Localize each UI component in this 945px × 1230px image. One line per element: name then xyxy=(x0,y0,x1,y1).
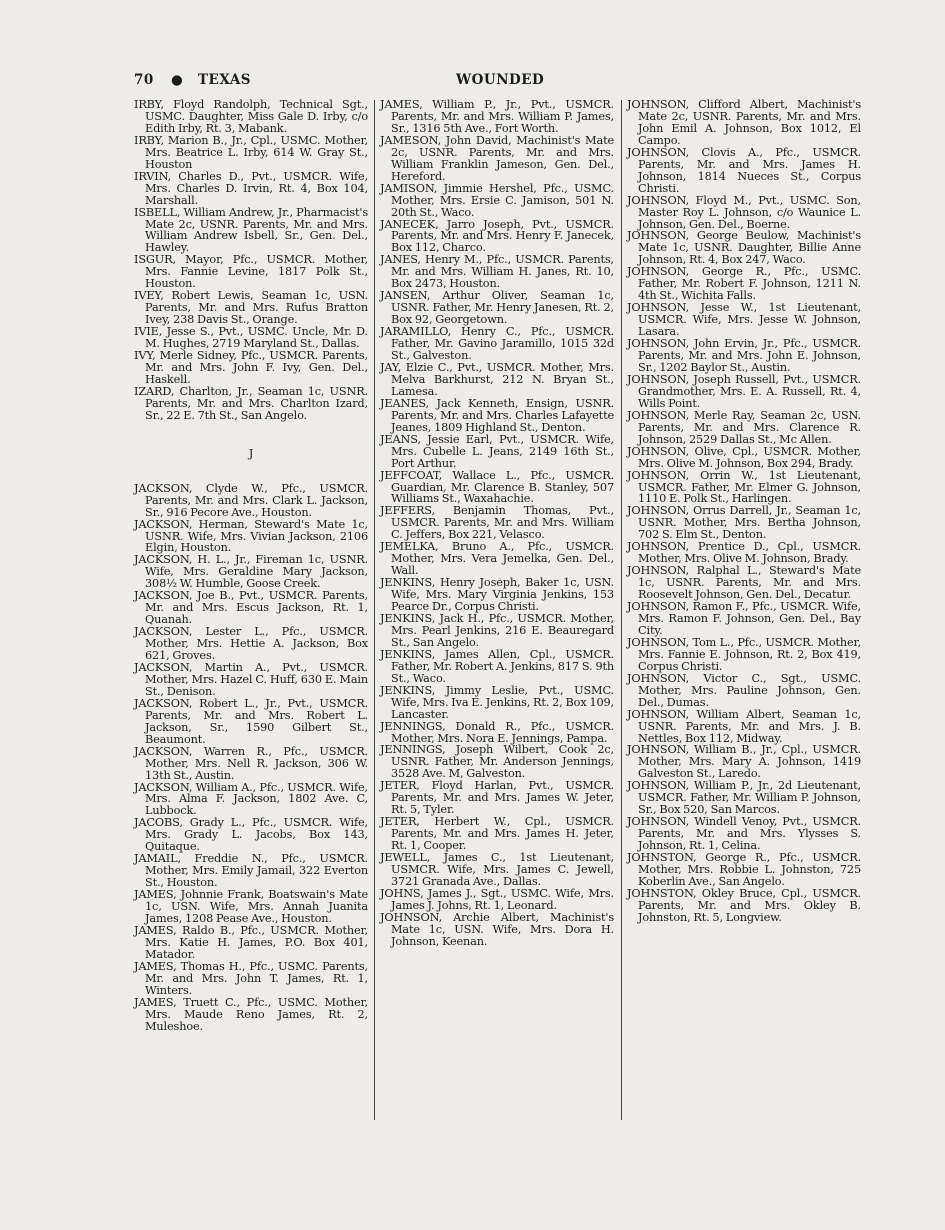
list-entry: JEANES, Jack Kenneth, Ensign, USNR. Parents, Mr. and Mrs. Charles Lafayette Jeanes, 1809 Highland St., Denton. xyxy=(380,396,614,434)
header-title: WOUNDED xyxy=(456,72,545,88)
list-entry: JENKINS, James Allen, Cpl., USMCR. Father, Mr. Robert A. Jenkins, 817 S. 9th St., Waco. xyxy=(380,647,614,685)
list-entry: JAMES, Johnnie Frank, Boatswain's Mate 1c, USN. Wife, Mrs. Annah Juanita James, 1208 Pease Ave., Houston. xyxy=(134,888,368,925)
column-3-entries xyxy=(627,99,861,924)
column-2-entries xyxy=(380,99,614,948)
list-entry: JEFFERS, Benjamin Thomas, Pvt., USMCR. Parents, Mr. and Mrs. William C. Jeffers, Box 221, Velasco. xyxy=(380,504,614,542)
list-entry: JAMISON, Jimmie Hershel, Pfc., USMC. Mother, Mrs. Ersie C. Jamison, 501 N. 20th St., Waco. xyxy=(380,181,614,219)
list-entry: JOHNSON, Victor C., Sgt., USMC. Mother, Mrs. Pauline Johnson, Gen. Del., Dumas. xyxy=(627,671,861,709)
list-entry: JAMES, William P., Jr., Pvt., USMCR. Parents, Mr. and Mrs. William P. James, Sr., 1316 5th Ave., Fort Worth. xyxy=(380,98,614,135)
list-entry: JACKSON, William A., Pfc., USMCR. Wife, Mrs. Alma F. Jackson, 1802 Ave. C, Lubbock. xyxy=(134,780,368,818)
list-entry: JACKSON, H. L., Jr., Fireman 1c, USNR. Wife, Mrs. Geraldine Mary Jackson, 308½ W. Humble, Goose Creek. xyxy=(134,553,368,591)
list-entry: ISBELL, William Andrew, Jr., Pharmacist's Mate 2c, USNR. Parents, Mr. and Mrs. William Andrew Isbell, Sr., Gen. Del., Hawley. xyxy=(134,205,368,255)
list-entry: JACKSON, Martin A., Pvt., USMCR. Mother, Mrs. Hazel C. Huff, 630 E. Main St., Denison. xyxy=(134,660,368,698)
list-entry: JOHNSON, William P., Jr., 2d Lieutenant, USMCR. Father, Mr. William P. Johnson, Sr., Box 520, San Marcos. xyxy=(627,779,861,817)
list-entry: JOHNSON, Joseph Russell, Pvt., USMCR. Grandmother, Mrs. E. A. Russell, Rt. 4, Wills Point. xyxy=(627,372,861,410)
list-entry: JARAMILLO, Henry C., Pfc., USMCR. Father, Mr. Gavino Jaramillo, 1015 32d St., Galveston. xyxy=(380,325,614,363)
list-entry: JACKSON, Clyde W., Pfc., USMCR. Parents, Mr. and Mrs. Clark L. Jackson, Sr., 916 Pecore Ave., Houston. xyxy=(134,481,368,519)
list-entry: JOHNSON, Ramon F., Pfc., USMCR. Wife, Mrs. Ramon F. Johnson, Gen. Del., Bay City. xyxy=(627,600,861,637)
column-divider xyxy=(621,100,622,1120)
column-3 xyxy=(627,99,861,924)
list-entry: JOHNSON, Merle Ray, Seaman 2c, USN. Parents, Mr. and Mrs. Clarence R. Johnson, 2529 Dallas St., Mc Allen. xyxy=(627,408,861,446)
list-entry: JANECEK, Jarro Joseph, Pvt., USMCR. Parents, Mr. and Mrs. Henry F. Janecek, Box 112, Charco. xyxy=(380,217,614,255)
list-entry: JAMES, Raldo B., Pfc., USMCR. Mother, Mrs. Katie H. James, P.O. Box 401, Matador. xyxy=(134,923,368,961)
list-entry: JACKSON, Joe B., Pvt., USMCR. Parents, Mr. and Mrs. Escus Jackson, Rt. 1, Quanah. xyxy=(134,589,368,627)
list-entry: JENNINGS, Donald R., Pfc., USMCR. Mother, Mrs. Nora E. Jennings, Pampa. xyxy=(380,719,614,745)
list-entry: JACKSON, Warren R., Pfc., USMCR. Mother, Mrs. Nell R. Jackson, 306 W. 13th St., Austin. xyxy=(134,744,368,782)
list-entry: IVY, Merle Sidney, Pfc., USMCR. Parents, Mr. and Mrs. John F. Ivy, Gen. Del., Haskell. xyxy=(134,349,368,386)
list-entry: JENKINS, Henry Joseph, Baker 1c, USN. Wife, Mrs. Mary Virginia Jenkins, 153 Pearce Dr., Corpus Christi. xyxy=(380,576,614,614)
list-entry: JAMAIL, Freddie N., Pfc., USMCR. Mother, Mrs. Emily Jamail, 322 Everton St., Houston. xyxy=(134,852,368,890)
list-entry: JEANS, Jessie Earl, Pvt., USMCR. Wife, Mrs. Cubelle L. Jeans, 2149 16th St., Port Arthur. xyxy=(380,432,614,470)
list-entry: JENKINS, Jack H., Pfc., USMCR. Mother, Mrs. Pearl Jenkins, 216 E. Beauregard St., San Angelo. xyxy=(380,611,614,649)
column-1-entries xyxy=(134,99,368,422)
list-entry: JOHNSON, Olive, Cpl., USMCR. Mother, Mrs. Olive M. Johnson, Box 294, Brady. xyxy=(627,444,861,470)
list-entry: IVEY, Robert Lewis, Seaman 1c, USN. Parents, Mr. and Mrs. Rufus Bratton Ivey, 238 Davis St., Orange. xyxy=(134,289,368,327)
list-entry: JOHNSON, Ralphal L., Steward's Mate 1c, USNR. Parents, Mr. and Mrs. Roosevelt Johnson, Gen. Del., Decatur. xyxy=(627,564,861,602)
list-entry: JEWELL, James C., 1st Lieutenant, USMCR. Wife, Mrs. James C. Jewell, 3721 Granada Ave., Dallas. xyxy=(380,851,614,888)
list-entry: IRBY, Marion B., Jr., Cpl., USMC. Mother, Mrs. Beatrice L. Irby, 614 W. Gray St., Houston xyxy=(134,133,368,171)
list-entry: JOHNSON, Floyd M., Pvt., USMC. Son, Master Roy L. Johnson, c/o Waunice L. Johnson, Gen. Del., Boerne. xyxy=(627,193,861,231)
column-2 xyxy=(380,99,614,948)
list-entry: JOHNSON, George R., Pfc., USMC. Father, Mr. Robert F. Johnson, 1211 N. 4th St., Wichita Falls. xyxy=(627,265,861,303)
header-bullet: ● xyxy=(171,72,184,88)
list-entry: JOHNSTON, Okley Bruce, Cpl., USMCR. Parents, Mr. and Mrs. Okley B. Johnston, Rt. 5, Longview. xyxy=(627,886,861,924)
list-entry: JACKSON, Lester L., Pfc., USMCR. Mother, Mrs. Hettie A. Jackson, Box 621, Groves. xyxy=(134,625,368,663)
list-entry: JOHNSON, Orrus Darrell, Jr., Seaman 1c, USNR. Mother, Mrs. Bertha Johnson, 702 S. Elm St., Denton. xyxy=(627,504,861,542)
column-divider xyxy=(374,100,375,1120)
section-letter: J xyxy=(248,445,254,460)
page-number: 70 xyxy=(134,72,154,88)
list-entry: JOHNSON, Clovis A., Pfc., USMCR. Parents, Mr. and Mrs. James H. Johnson, 1814 Nueces St., Corpus Christi. xyxy=(627,145,861,195)
list-entry: JAY, Elzie C., Pvt., USMCR. Mother, Mrs. Melva Barkhurst, 212 N. Bryan St., Lamesa. xyxy=(380,360,614,398)
list-entry: JOHNSON, John Ervin, Jr., Pfc., USMCR. Parents, Mr. and Mrs. John E. Johnson, Sr., 1202 Baylor St., Austin. xyxy=(627,337,861,374)
page-header xyxy=(134,72,864,94)
list-entry: JENNINGS, Joseph Wilbert, Cook 2c, USNR. Father, Mr. Anderson Jennings, 3528 Ave. M, Galveston. xyxy=(380,743,614,781)
list-entry: JANSEN, Arthur Oliver, Seaman 1c, USNR. Father, Mr. Henry Janesen, Rt. 2, Box 92, Georgetown. xyxy=(380,289,614,327)
list-entry: IVIE, Jesse S., Pvt., USMC. Uncle, Mr. D. M. Hughes, 2719 Maryland St., Dallas. xyxy=(134,325,368,351)
list-entry: JOHNSON, Tom L., Pfc., USMCR. Mother, Mrs. Fannie E. Johnson, Rt. 2, Box 419, Corpus Christi. xyxy=(627,635,861,673)
list-entry: JOHNSTON, George R., Pfc., USMCR. Mother, Mrs. Robbie L. Johnston, 725 Koberlin Ave., San Angelo. xyxy=(627,851,861,888)
list-entry: JOHNSON, Archie Albert, Machinist's Mate 1c, USN. Wife, Mrs. Dora H. Johnson, Keenan. xyxy=(380,910,614,948)
list-entry: IRBY, Floyd Randolph, Technical Sgt., USMC. Daughter, Miss Gale D. Irby, c/o Edith Irby, Rt. 3, Mabank. xyxy=(134,98,368,135)
list-entry: JAMES, Thomas H., Pfc., USMC. Parents, Mr. and Mrs. John T. James, Rt. 1, Winters. xyxy=(134,959,368,997)
list-entry: JOHNSON, Windell Venoy, Pvt., USMCR. Parents, Mr. and Mrs. Ylysses S. Johnson, Rt. 1, Celina. xyxy=(627,815,861,853)
list-entry: JOHNSON, George Beulow, Machinist's Mate 1c, USNR. Daughter, Billie Anne Johnson, Rt. 4, Box 247, Waco. xyxy=(627,229,861,267)
list-entry: JOHNSON, Clifford Albert, Machinist's Mate 2c, USNR. Parents, Mr. and Mrs. John Emil A. Johnson, Box 1012, El Campo. xyxy=(627,98,861,147)
list-entry: JENKINS, Jimmy Leslie, Pvt., USMC. Wife, Mrs. Iva E. Jenkins, Rt. 2, Box 109, Lancaster. xyxy=(380,683,614,721)
list-entry: JOHNSON, Orrin W., 1st Lieutenant, USMCR. Father, Mr. Elmer G. Johnson, 1110 E. Polk St., Harlingen. xyxy=(627,468,861,506)
list-entry: JETER, Floyd Harlan, Pvt., USMCR. Parents, Mr. and Mrs. James W. Jeter, Rt. 5, Tyler. xyxy=(380,779,614,817)
list-entry: JOHNS, James J., Sgt., USMC. Wife, Mrs. James J. Johns, Rt. 1, Leonard. xyxy=(380,886,614,912)
list-entry: JOHNSON, Jesse W., 1st Lieutenant, USMCR. Wife, Mrs. Jesse W. Johnson, Lasara. xyxy=(627,301,861,339)
list-entry: JETER, Herbert W., Cpl., USMCR. Parents, Mr. and Mrs. James H. Jeter, Rt. 1, Cooper. xyxy=(380,815,614,853)
list-entry: JACKSON, Herman, Steward's Mate 1c, USNR. Wife, Mrs. Vivian Jackson, 2106 Elgin, Houston. xyxy=(134,517,368,555)
list-entry: JEMELKA, Bruno A., Pfc., USMCR. Mother, Mrs. Vera Jemelka, Gen. Del., Wall. xyxy=(380,540,614,578)
column-1-entries-after xyxy=(134,483,368,1033)
list-entry: JANES, Henry M., Pfc., USMCR. Parents, Mr. and Mrs. William H. Janes, Rt. 10, Box 2473, Houston. xyxy=(380,253,614,291)
list-entry: JOHNSON, William B., Jr., Cpl., USMCR. Mother, Mrs. Mary A. Johnson, 1419 Galveston St., Laredo. xyxy=(627,743,861,781)
list-entry: JAMESON, John David, Machinist's Mate 2c, USNR. Parents, Mr. and Mrs. William Franklin Jameson, Gen. Del., Hereford. xyxy=(380,133,614,183)
list-entry: ISGUR, Mayor, Pfc., USMCR. Mother, Mrs. Fannie Levine, 1817 Polk St., Houston. xyxy=(134,253,368,291)
list-entry: JEFFCOAT, Wallace L., Pfc., USMCR. Guardian, Mr. Clarence B. Stanley, 507 Williams St., Waxahachie. xyxy=(380,468,614,506)
list-entry: JACOBS, Grady L., Pfc., USMCR. Wife, Mrs. Grady L. Jacobs, Box 143, Quitaque. xyxy=(134,816,368,854)
list-entry: IRVIN, Charles D., Pvt., USMCR. Wife, Mrs. Charles D. Irvin, Rt. 4, Box 104, Marshall. xyxy=(134,169,368,207)
list-entry: JOHNSON, Prentice D., Cpl., USMCR. Mother, Mrs. Olive M. Johnson, Brady. xyxy=(627,540,861,566)
header-state: TEXAS xyxy=(198,72,252,88)
column-1 xyxy=(134,99,368,1033)
list-entry: JAMES, Truett C., Pfc., USMC. Mother, Mrs. Maude Reno James, Rt. 2, Muleshoe. xyxy=(134,995,368,1033)
list-entry: JACKSON, Robert L., Jr., Pvt., USMCR. Parents, Mr. and Mrs. Robert L. Jackson, Sr., 1590 Gilbert St., Beaumont. xyxy=(134,696,368,746)
list-entry: IZARD, Charlton, Jr., Seaman 1c, USNR. Parents, Mr. and Mrs. Charlton Izard, Sr., 22 E. 7th St., San Angelo. xyxy=(134,384,368,422)
list-entry: JOHNSON, William Albert, Seaman 1c, USNR. Parents, Mr. and Mrs. J. B. Nettles, Box 112, Midway. xyxy=(627,707,861,745)
